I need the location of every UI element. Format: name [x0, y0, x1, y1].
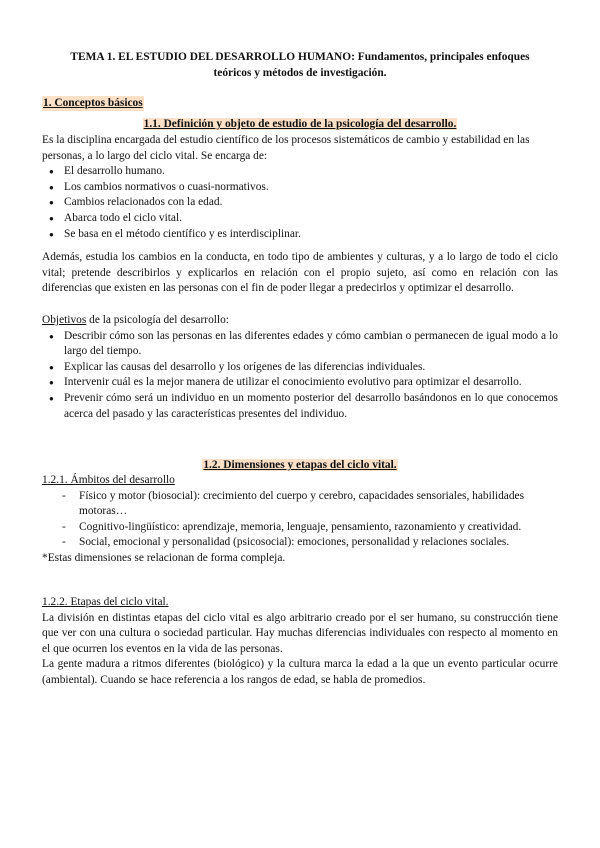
list-item: ● Describir cómo son las personas en las diferentes edades y cómo cambian o permanecen de igual modo a lo largo del tiempo.: [42, 329, 558, 360]
etapas-paragraph-2: La gente madura a ritmos diferentes (biológico) y la cultura marca la edad a la que un evento particular ocurre (ambiental). Cuando se hace referencia a los rangos de edad, se habla de promedios.: [42, 658, 558, 686]
definition-list: [42, 164, 558, 242]
list-item: ● Abarca todo el ciclo vital.: [42, 211, 558, 227]
objetivos-list: [42, 329, 558, 423]
etapas-paragraph-1: La división en distintas etapas del ciclo vital es algo arbitrario creado por el ser humano, su construcción tiene que ver con una cultura o sociedad particular. Hay muchas diferencias individuales con respecto al momento en el que ocurren los eventos en la vida de las personas.: [42, 611, 558, 655]
subheading-dimensiones: 1.2. Dimensiones y etapas del ciclo vital.: [203, 459, 397, 471]
list-item: ● Intervenir cuál es la mejor manera de utilizar el conocimiento evolutivo para optimizar el desarrollo.: [42, 375, 558, 391]
etapas-heading: 1.2.2. Etapas del ciclo vital.: [42, 596, 169, 608]
list-item: - Cognitivo-lingüístico: aprendizaje, memoria, lenguaje, pensamiento, razonamiento y creatividad.: [42, 520, 558, 536]
list-item: ● El desarrollo humano.: [42, 164, 558, 180]
section-heading-conceptos: 1. Conceptos básicos: [43, 97, 143, 109]
list-item: ● Se basa en el método científico y es interdisciplinar.: [42, 227, 558, 243]
list-item: ● Los cambios normativos o cuasi-normativos.: [42, 180, 558, 196]
definition-block: [42, 133, 558, 242]
objetivos-block: [42, 313, 558, 422]
etapas-block: [42, 595, 558, 689]
title-line-2: teóricos y métodos de investigación.: [213, 66, 387, 79]
document-title: [42, 50, 558, 82]
list-item: - Físico y motor (biosocial): crecimiento del cuerpo y cerebro, capacidades sensoriales, habilidades motoras…: [42, 489, 558, 520]
ademas-paragraph: Además, estudia los cambios en la conducta, en todo tipo de ambientes y culturas, y a lo largo de todo el ciclo vital; pretende describirlos y explicarlos en relación con el propio sujeto, así como en relación con las diferencias que existen en las personas con el fin de poder llegar a predecirlos y optimizar el desarrollo.: [42, 251, 558, 295]
list-item: ● Prevenir cómo será un individuo en un momento posterior del desarrollo basándonos en lo que conocemos acerca del pasado y las características presentes del individuo.: [42, 391, 558, 422]
ambitos-heading: 1.2.1. Ámbitos del desarrollo: [42, 474, 175, 486]
list-item: ● Explicar las causas del desarrollo y los orígenes de las diferencias individuales.: [42, 360, 558, 376]
ambitos-note: *Estas dimensiones se relacionan de forma compleja.: [42, 551, 286, 564]
objetivos-intro: Objetivos de la psicología del desarrollo:: [42, 314, 229, 326]
title-line-1: TEMA 1. EL ESTUDIO DEL DESARROLLO HUMANO: Fundamentos, principales enfoques: [70, 51, 530, 63]
list-item: ● Cambios relacionados con la edad.: [42, 195, 558, 211]
definition-paragraph: Es la disciplina encargada del estudio científico de los procesos sistemáticos de cambio y estabilidad en las personas, a lo largo del ciclo vital. Se encarga de:: [42, 134, 530, 162]
ambitos-list: [42, 489, 558, 551]
ambitos-block: [42, 473, 558, 567]
subheading-definicion: 1.1. Definición y objeto de estudio de la psicología del desarrollo.: [143, 118, 457, 130]
list-item: - Social, emocional y personalidad (psicosocial): emociones, personalidad y relaciones sociales.: [42, 535, 558, 551]
